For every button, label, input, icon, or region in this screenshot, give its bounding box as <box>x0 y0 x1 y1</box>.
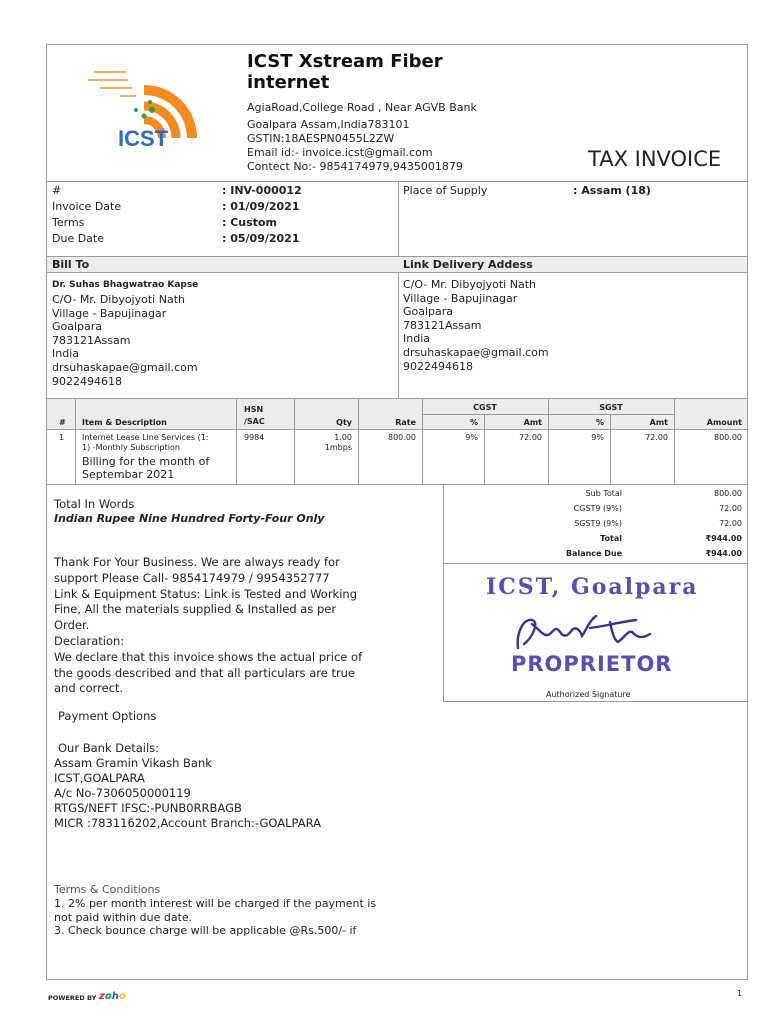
terms-heading: Terms & Conditions <box>54 883 161 896</box>
col-header-hsn: HSN <box>244 405 264 414</box>
col-header-number: # <box>59 418 66 427</box>
company-address: AgiaRoad,College Road , Near AGVB Bank <box>247 101 477 114</box>
col-header-cgst-amt: Amt <box>523 418 542 427</box>
totals-label: CGST9 (9%) <box>573 504 622 513</box>
totals-label: Total <box>600 534 622 543</box>
notes-line: and correct. <box>54 681 124 696</box>
totals-label: SGST9 (9%) <box>574 519 622 528</box>
divider <box>46 256 748 257</box>
bank-details-heading: Our Bank Details: <box>58 741 160 755</box>
balance-due-value: ₹944.00 <box>705 549 742 558</box>
delivery-email: drsuhaskapae@gmail.com <box>403 345 549 359</box>
col-header-cgst: CGST <box>473 403 497 412</box>
notes-line: Thank For Your Business. We are always ready for <box>54 555 340 569</box>
notes-line: Declaration: <box>54 633 125 648</box>
page-number: 1 <box>737 989 743 998</box>
terms-block <box>54 897 376 938</box>
col-header-amount: Amount <box>706 418 742 427</box>
divider <box>398 181 399 398</box>
handwritten-signature <box>510 608 700 656</box>
proprietor-stamp: PROPRIETOR <box>511 652 673 676</box>
item-cell-name: Internet Lease Line Services (1: <box>82 433 209 442</box>
invoice-date: : 01/09/2021 <box>222 200 300 213</box>
terms-line: 3. Check bounce charge will be applicable @Rs.500/- if <box>54 924 357 938</box>
col-header-sac: /SAC <box>244 417 265 426</box>
invoice-due-date: : 05/09/2021 <box>222 232 300 245</box>
item-cell-cgst-amt: 72.00 <box>519 433 542 442</box>
item-cell-sgst-pct: 9% <box>591 433 604 442</box>
invoice-terms: : Custom <box>222 216 277 229</box>
divider <box>46 181 748 182</box>
divider <box>443 563 748 564</box>
item-cell-sgst-amt: 72.00 <box>645 433 668 442</box>
authorized-signature-label: Authorized Signature <box>546 690 631 699</box>
company-address2: Goalpara Assam,India783101 <box>247 118 410 131</box>
bill-to-line: Goalpara <box>52 320 103 334</box>
notes-line: the goods described and that all particulars are true <box>54 665 356 680</box>
company-contact: Contect No:- 9854174979,9435001879 <box>247 160 463 173</box>
totals-value: 72.00 <box>719 504 742 513</box>
item-cell-amount: 800.00 <box>714 433 742 442</box>
company-name: ICST Xstream Fiber <box>247 51 443 72</box>
total-in-words-value: Indian Rupee Nine Hundred Forty-Four Only <box>54 512 325 525</box>
place-of-supply-value: : Assam (18) <box>573 184 651 197</box>
invoice-number: : INV-000012 <box>222 184 302 197</box>
divider <box>674 398 675 484</box>
divider <box>484 414 485 484</box>
divider <box>236 398 237 484</box>
delivery-line: Village - Bapujinagar <box>403 291 518 305</box>
item-cell-number: 1 <box>59 433 65 442</box>
bill-to-address <box>52 293 198 388</box>
bank-line: ICST,GOALPARA <box>54 771 145 785</box>
totals-value: 72.00 <box>719 519 742 528</box>
logo-text: ICST <box>118 126 169 151</box>
delivery-line: Goalpara <box>403 305 454 319</box>
notes-line: Fine, All the materials supplied & Installed as per <box>54 602 337 617</box>
col-header-item: Item & Description <box>82 418 167 427</box>
delivery-line: India <box>403 332 430 346</box>
info-label-number: # <box>52 184 62 197</box>
col-header-rate: Rate <box>395 418 416 427</box>
col-header-sgst: SGST <box>599 403 623 412</box>
terms-line: not paid within due date. <box>54 910 193 924</box>
item-cell-cgst-pct: 9% <box>465 433 478 442</box>
company-email: Email id:- invoice.icst@gmail.com <box>247 146 433 159</box>
powered-by-text: POWERED BY <box>48 994 97 1002</box>
delivery-heading: Link Delivery Addess <box>403 258 533 271</box>
notes-line: Order. <box>54 618 90 633</box>
divider <box>46 272 748 273</box>
divider <box>46 484 748 485</box>
info-label-invoice-date: Invoice Date <box>52 200 122 213</box>
zoho-logo: zoho <box>99 991 126 1002</box>
bill-to-heading: Bill To <box>52 258 90 271</box>
divider <box>294 398 295 484</box>
bill-to-phone: 9022494618 <box>52 374 122 388</box>
notes-block <box>54 555 362 697</box>
divider <box>46 429 748 430</box>
company-name-line2: internet <box>247 72 330 93</box>
item-cell-description: Billing for the month of <box>82 455 210 468</box>
balance-due-label: Balance Due <box>565 549 622 558</box>
bank-details <box>54 756 321 831</box>
item-cell-name-line2: 1) -Monthly Subscription <box>82 443 180 452</box>
terms-line: 1. 2% per month interest will be charged if the payment is <box>54 897 377 910</box>
place-of-supply-label: Place of Supply <box>403 184 488 197</box>
notes-line: support Please Call- 9854174979 / 9954352777 <box>54 570 330 585</box>
item-cell-description-line2: Septembar 2021 <box>82 468 175 481</box>
totals-label: Sub Total <box>585 489 622 498</box>
info-label-terms: Terms <box>52 216 85 229</box>
bank-line: Assam Gramin Vikash Bank <box>54 756 212 770</box>
bill-to-name: Dr. Suhas Bhagwatrao Kapse <box>52 280 199 290</box>
item-cell-qty-unit: 1mbps <box>324 443 352 452</box>
bank-line: A/c No-7306050000119 <box>54 786 191 800</box>
delivery-line: 783121Assam <box>403 318 482 332</box>
col-header-sgst-amt: Amt <box>649 418 668 427</box>
bill-to-line: C/O- Mr. Dibyojyoti Nath <box>52 293 185 306</box>
company-stamp: ICST, Goalpara <box>486 574 699 600</box>
document-title: TAX INVOICE <box>588 147 722 171</box>
item-cell-hsn: 9984 <box>244 433 265 442</box>
company-gstin: GSTIN:18AESPN0455L2ZW <box>247 132 395 145</box>
bill-to-line: 783121Assam <box>52 333 131 347</box>
delivery-phone: 9022494618 <box>403 359 473 373</box>
bill-to-line: Village - Bapujinagar <box>52 306 167 320</box>
info-label-due-date: Due Date <box>52 232 104 245</box>
col-header-sgst-pct: % <box>595 418 604 427</box>
bill-to-line: India <box>52 347 79 361</box>
total-in-words-label: Total In Words <box>54 497 135 511</box>
item-cell-qty: 1.00 <box>334 433 352 442</box>
divider <box>610 414 611 484</box>
divider <box>46 398 748 399</box>
col-header-cgst-pct: % <box>469 418 478 427</box>
notes-line: We declare that this invoice shows the actual price of <box>54 649 363 664</box>
divider <box>358 398 359 484</box>
item-cell-rate: 800.00 <box>388 433 416 442</box>
notes-line: Link & Equipment Status: Link is Tested and Working <box>54 586 358 601</box>
delivery-address <box>403 278 549 373</box>
address-header-bar <box>47 256 747 272</box>
divider <box>443 484 444 702</box>
bank-line: MICR :783116202,Account Branch:-GOALPARA <box>54 816 321 830</box>
totals-value: 800.00 <box>714 489 742 498</box>
divider <box>75 398 76 484</box>
bill-to-email: drsuhaskapae@gmail.com <box>52 360 198 374</box>
col-header-qty: Qty <box>336 418 352 427</box>
payment-options: Payment Options <box>58 709 157 723</box>
divider <box>443 701 748 702</box>
delivery-line: C/O- Mr. Dibyojyoti Nath <box>403 278 536 291</box>
totals-value: ₹944.00 <box>705 534 742 543</box>
bank-line: RTGS/NEFT IFSC:-PUNB0RRBAGB <box>54 801 242 815</box>
